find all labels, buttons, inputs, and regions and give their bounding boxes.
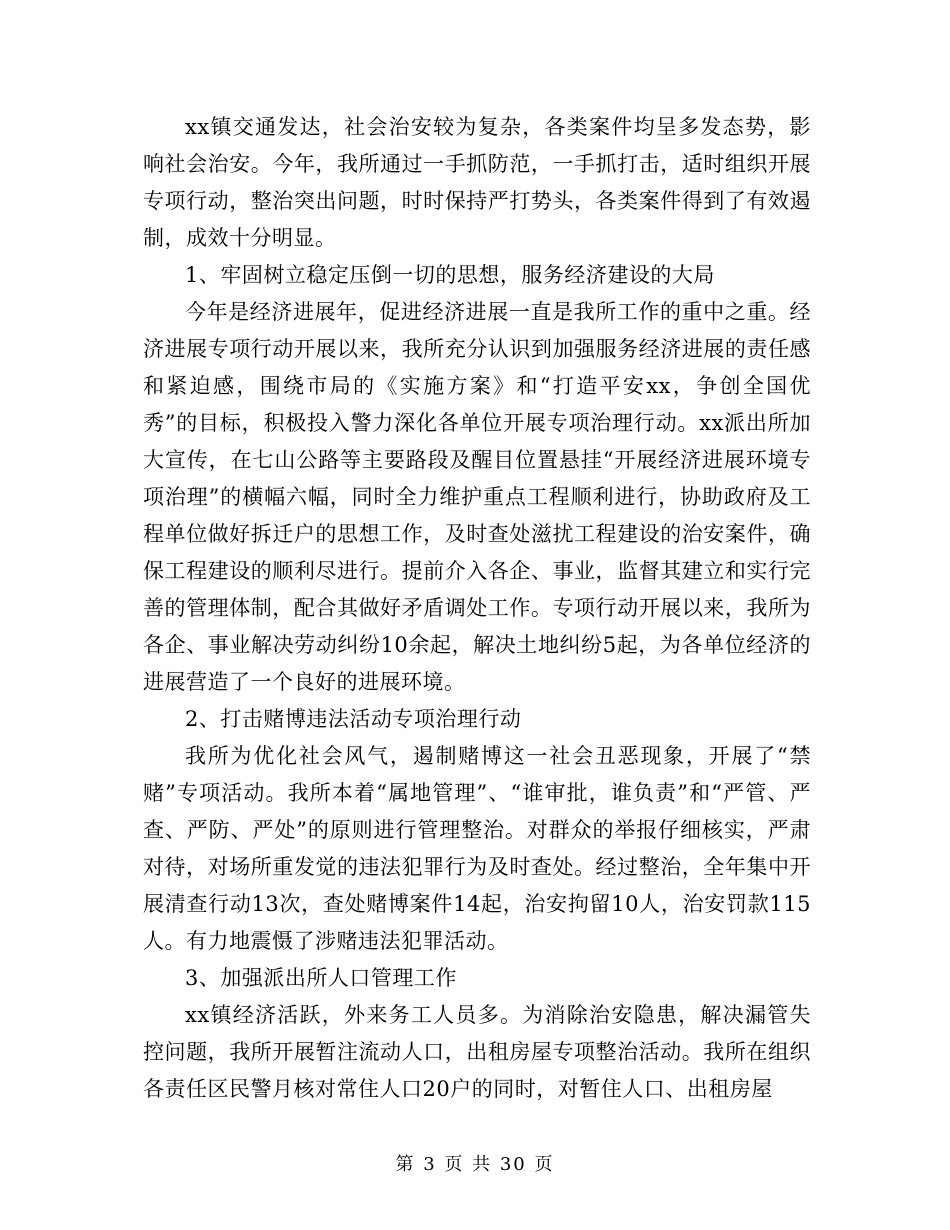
paragraph-population: xx镇经济活跃，外来务工人员多。为消除治安隐患，解决漏管失控问题，我所开展暂注流动人口，出租房屋专项整治活动。我所在组织各责任区民警月核对常住人口20户的同时，对暂住人口、出租房屋 [143,1003,811,1101]
section-heading-2: 2、打击赌博违法活动专项治理行动 [185,707,522,731]
document-body [143,109,811,1108]
section-heading-3: 3、加强派出所人口管理工作 [185,966,457,990]
paragraph-economy: 今年是经济进展年，促进经济进展一直是我所工作的重中之重。经济进展专项行动开展以来，我所充分认识到加强服务经济进展的责任感和紧迫感，围绕市局的《实施方案》和“打造平安xx，争创全国优秀”的目标，积极投入警力深化各单位开展专项治理行动。xx派出所加大宣传，在七山公路等主要路段及醒目位置悬挂“开展经济进展环境专项治理”的横幅六幅，同时全力维护重点工程顺利进行，协助政府及工程单位做好拆迁户的思想工作，及时查处滋扰工程建设的治安案件，确保工程建设的顺利尽进行。提前介入各企、事业，监督其建立和实行完善的管理体制，配合其做好矛盾调处工作。专项行动开展以来，我所为各企、事业解决劳动纠纷10余起，解决土地纠纷5起，为各单位经济的进展营造了一个良好的进展环境。 [143,300,811,694]
page-number-footer: 第 3 页 共 30 页 [395,1154,555,1175]
paragraph-gambling: 我所为优化社会风气，遏制赌博这一社会丑恶现象，开展了“禁赌”专项活动。我所本着“属地管理”、“谁审批，谁负责”和“严管、严查、严防、严处”的原则进行管理整治。对群众的举报仔细核实，严肃对待，对场所重发觉的违法犯罪行为及时查处。经过整治，全年集中开展清查行动13次，查处赌博案件14起，治安拘留10人，治安罚款115人。有力地震慑了涉赌违法犯罪活动。 [143,744,811,953]
paragraph-intro: xx镇交通发达，社会治安较为复杂，各类案件均呈多发态势，影响社会治安。今年，我所通过一手抓防范，一手抓打击，适时组织开展专项行动，整治突出问题，时时保持严打势头，各类案件得到了有效遏制，成效十分明显。 [143,115,811,250]
section-heading-1: 1、牢固树立稳定压倒一切的思想，服务经济建设的大局 [185,263,715,287]
